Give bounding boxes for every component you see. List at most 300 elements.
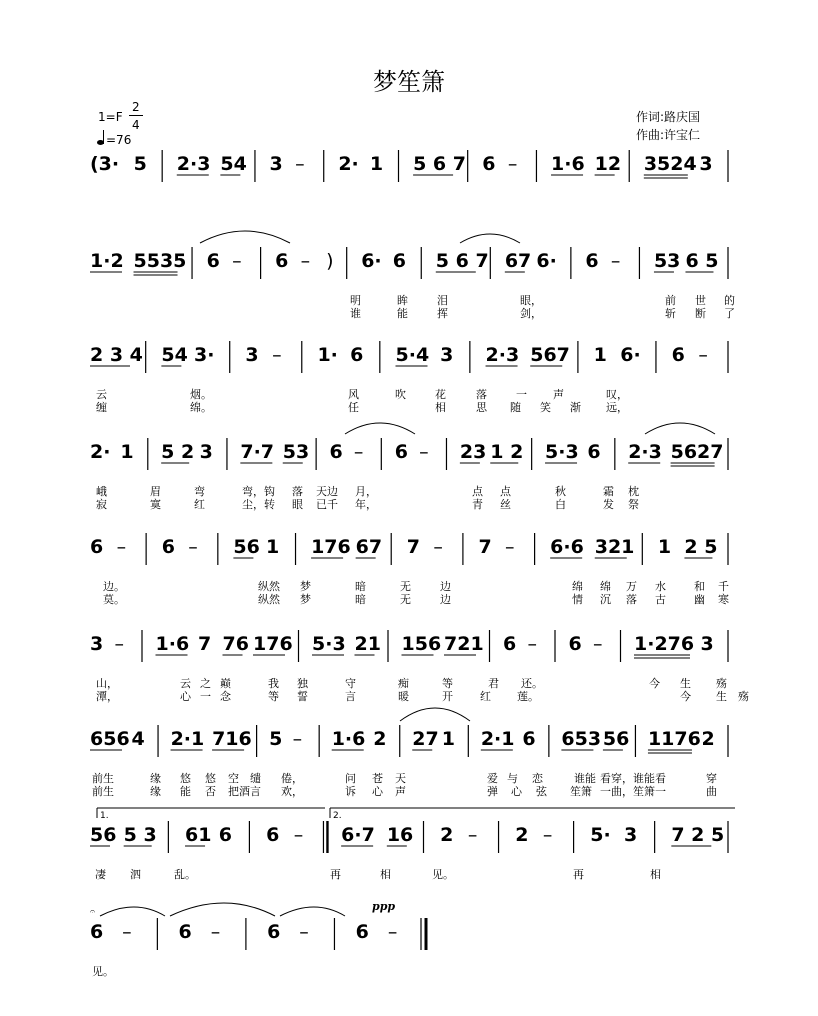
lyric-syllable: 祭 (628, 498, 639, 511)
note-group: 54 (161, 344, 188, 366)
note-group: 6 (503, 633, 517, 655)
lyric-syllable: 誓 (297, 690, 308, 703)
lyric-syllable: 挥 (437, 307, 448, 320)
note-group: 56 (602, 728, 630, 750)
lyric-syllable: 古 (655, 593, 666, 606)
note-group: 2·1 (480, 728, 515, 750)
lyric-syllable: 相 (435, 401, 446, 414)
lyric-syllable: 年， (355, 498, 377, 511)
lyric-syllable: 殇 (716, 677, 727, 690)
lyric-syllable: 巅 (220, 677, 231, 690)
lyric-syllable: 心 (511, 785, 522, 798)
lyric-syllable: 缘 (150, 785, 161, 798)
lyric-syllable: 一 (200, 690, 211, 703)
lyric-syllable: 前生 (92, 772, 114, 785)
dash-extender: – (295, 153, 305, 175)
note-group: 6 (587, 441, 601, 463)
lyric-syllable: 缘 (150, 772, 161, 785)
note-group: 2· (90, 441, 111, 463)
lyric-syllable: 云 (96, 388, 107, 401)
lyric-syllable: 恋 (532, 772, 543, 785)
dash-extender: – (300, 250, 311, 272)
lyric-syllable: 叹， (606, 388, 628, 401)
note-group: 6 (522, 728, 536, 750)
lyric-syllable: 再 (330, 868, 341, 881)
lyric-syllable: 绵 (600, 580, 611, 593)
note-group: 7 (198, 633, 212, 655)
lyric-syllable: 笑 (540, 401, 551, 414)
lyric-syllable: 纵然 (258, 593, 280, 606)
lyric-syllable: 莲。 (517, 690, 539, 703)
dash-extender: – (293, 824, 304, 846)
lyric-syllable: 诉 (345, 785, 356, 798)
note-group: 6 (585, 250, 599, 272)
note-group: 176 (253, 633, 293, 655)
note-group: 6 (568, 633, 582, 655)
note-group: 27 (412, 728, 439, 750)
lyric-syllable: 守 (345, 677, 356, 690)
note-group: 3· (194, 344, 215, 366)
note-group: 716 (212, 728, 252, 750)
lyric-syllable: 缱 (250, 772, 261, 785)
note-group: 1 2 (490, 441, 524, 463)
lyric-syllable: 前生 (92, 785, 114, 798)
note-group: 6· (361, 250, 382, 272)
lyric-syllable: 生 (680, 677, 691, 690)
key-signature: 1=F (98, 110, 123, 124)
note-group: 7 (478, 536, 492, 558)
lyric-syllable: 绵。 (190, 401, 212, 414)
note-group: 656 (90, 728, 130, 750)
song-title: 梦笙箫 (373, 68, 445, 96)
note-group: 3 (199, 441, 213, 463)
lyric-syllable: 远， (606, 401, 628, 414)
note-group: 2·3 (485, 344, 520, 366)
note-group: 4 (131, 728, 145, 750)
dynamic-marking: ppp (372, 900, 396, 913)
lyric-syllable: 相 (650, 868, 661, 881)
note-group: 56 (233, 536, 260, 558)
lyric-syllable: 缠 (96, 401, 107, 414)
note-group: 1 (657, 536, 672, 558)
note-group: 6 (482, 153, 496, 175)
dash-extender: – (593, 633, 603, 655)
note-group: 1·2 (90, 250, 124, 272)
note-group: 6 (90, 536, 104, 558)
lyric-syllable: 暖 (398, 690, 409, 703)
lyric-syllable: 情 (572, 593, 583, 606)
note-group: 6 (161, 536, 175, 558)
lyric-syllable: 山， (96, 677, 118, 690)
lyric-syllable: 万 (626, 580, 637, 593)
note-group: 1·6 (331, 728, 366, 750)
note-group: 1176 (647, 728, 701, 750)
lyric-syllable: 言 (345, 690, 356, 703)
fermata-icon: 𝄐 (90, 907, 96, 917)
slur-arc (345, 423, 415, 434)
note-group: 6·6 (550, 536, 584, 558)
note-group: 3 (269, 153, 283, 175)
note-group: 653 (561, 728, 602, 750)
note-group: 6 (267, 921, 281, 943)
lyric-syllable: 随 (510, 401, 521, 414)
lyric-syllable: 眸 (397, 294, 408, 307)
note-group: 7 (406, 536, 421, 558)
note-group: 321 (594, 536, 635, 558)
slur-arc (200, 231, 290, 243)
note-group: 5·3 (312, 633, 346, 655)
lyric-syllable: 弹 (487, 785, 498, 798)
lyric-syllable: 把酒言 (228, 785, 261, 798)
lyric-syllable: 寒 (718, 593, 729, 606)
note-group: 5·3 (545, 441, 579, 463)
lyric-syllable: 点 (472, 485, 483, 498)
lyric-syllable: 沉 (600, 593, 611, 606)
note-group: 6 (275, 250, 289, 272)
lyric-syllable: 风 (348, 388, 359, 401)
note-group: 1· (317, 344, 338, 366)
note-group: 7 2 5 (671, 824, 725, 846)
lyric-syllable: 梦 (300, 593, 311, 606)
lyric-syllable: 否 (205, 785, 216, 798)
lyric-syllable: 莫。 (103, 593, 125, 606)
lyric-syllable: 能 (180, 785, 191, 798)
lyric-syllable: 悠 (180, 772, 191, 785)
lyric-syllable: 水 (655, 580, 666, 593)
lyric-syllable: 天边 (316, 485, 338, 498)
note-group: 6 (355, 921, 369, 943)
lyric-syllable: 乱。 (174, 868, 196, 881)
note-group: 6 (218, 824, 232, 846)
note-group: 1·6 (551, 153, 585, 175)
lyric-syllable: 一 (516, 388, 527, 401)
note-group: 3 (245, 344, 259, 366)
note-group: 2·3 (628, 441, 662, 463)
lyric-syllable: 欢， (281, 785, 303, 798)
lyric-syllable: 寂 (96, 498, 107, 511)
note-group: 5 3 (123, 824, 157, 846)
composer-credit: 作曲:许宝仁 (636, 128, 701, 142)
lyric-syllable: 谁 (350, 307, 361, 320)
lyric-syllable: 落 (476, 388, 487, 401)
close-paren: ) (326, 250, 334, 272)
note-group: 5535 (133, 250, 187, 272)
lyric-syllable: 思 (476, 401, 487, 414)
lyric-syllable: 绵 (572, 580, 583, 593)
lyric-syllable: 君 (488, 677, 499, 690)
lyric-syllable: 谁能 (574, 772, 596, 785)
dash-extender: – (507, 153, 518, 175)
dash-extender: – (353, 441, 364, 463)
dash-extender: – (188, 536, 198, 558)
note-group: 6 5 (685, 250, 719, 272)
lyric-syllable: 能 (397, 307, 408, 320)
lyric-syllable: 天 (395, 772, 406, 785)
lyric-syllable: 等 (268, 690, 279, 703)
note-group: 2 (440, 824, 454, 846)
dash-extender: – (527, 633, 537, 655)
lyric-syllable: 眼 (292, 498, 303, 511)
note-group: 3 (699, 153, 713, 175)
lyric-syllable: 泪 (437, 294, 448, 307)
note-group: 53 (653, 250, 681, 272)
lyric-syllable: 点 (500, 485, 511, 498)
note-group: 5627 (670, 441, 724, 463)
note-group: 67 (504, 250, 532, 272)
lyric-syllable: 弯 (194, 485, 205, 498)
note-group: 23 (459, 441, 487, 463)
lyric-syllable: 凄 (95, 868, 106, 881)
lyric-syllable: 心 (180, 690, 191, 703)
note-group: 1·276 (634, 633, 695, 655)
lyric-syllable: 任 (348, 401, 359, 414)
lyric-syllable: 烟。 (190, 388, 212, 401)
note-group: 1 (369, 153, 384, 175)
lyric-syllable: 见。 (92, 965, 114, 978)
lyric-syllable: 暗 (355, 593, 366, 606)
lyric-syllable: 一曲，笙箫一 (600, 785, 666, 798)
dash-extender: – (232, 250, 242, 272)
note-group: 176 (311, 536, 351, 558)
lyric-syllable: 红 (480, 690, 491, 703)
lyric-syllable: 问 (345, 772, 356, 785)
lyric-syllable: 发 (603, 498, 614, 511)
lyric-syllable: 眼， (520, 294, 542, 307)
dash-extender: – (114, 633, 124, 655)
note-group: 156 (401, 633, 442, 655)
dash-extender: – (505, 536, 515, 558)
note-group: 2· (338, 153, 359, 175)
lyric-syllable: 看穿，谁能看 (600, 772, 666, 785)
lyric-syllable: 弦 (536, 785, 547, 798)
lyric-syllable: 我 (268, 677, 279, 690)
note-group: 6· (536, 250, 557, 272)
tie-arc (170, 903, 275, 916)
lyric-syllable: 边。 (103, 580, 125, 593)
note-group: 5·4 (395, 344, 430, 366)
dash-extender: – (210, 921, 221, 943)
note-group: 1·6 (155, 633, 190, 655)
note-group: 3524 (643, 153, 697, 175)
lyric-syllable: 相 (380, 868, 391, 881)
note-group: 1 (441, 728, 456, 750)
lyric-syllable: 之 (200, 677, 211, 690)
lyric-syllable: 无 (400, 593, 411, 606)
volta-label-first: 1. (100, 811, 109, 821)
note-group: 5 2 (161, 441, 195, 463)
lyric-syllable: 弯，钩 (242, 485, 275, 498)
note-group: 12 (594, 153, 622, 175)
lyric-syllable: 霜 (603, 485, 614, 498)
note-group: 6· (620, 344, 641, 366)
lyric-syllable: 寞 (150, 498, 161, 511)
note-group: 61 (185, 824, 212, 846)
lyric-syllable: 暗 (355, 580, 366, 593)
lyric-syllable: 无 (400, 580, 411, 593)
note-group: 3 (623, 824, 638, 846)
note-group: 67 (355, 536, 383, 558)
lyric-syllable: 枕 (628, 485, 639, 498)
lyric-syllable: 与 (507, 772, 518, 785)
lyric-syllable: 今 (680, 690, 691, 703)
note-group: 5 (269, 728, 283, 750)
lyric-syllable: 生 (716, 690, 727, 703)
lyric-syllable: 云 (180, 677, 191, 690)
note-group: 567 (530, 344, 570, 366)
lyric-syllable: 念 (220, 690, 231, 703)
lyric-syllable: 见。 (432, 868, 454, 881)
note-group: 2·3 (176, 153, 211, 175)
lyric-syllable: 了 (724, 307, 735, 320)
note-group: 6 (206, 250, 220, 272)
lyric-syllable: 等 (442, 677, 453, 690)
lyric-syllable: 开 (442, 690, 453, 703)
lyric-syllable: 断 (695, 307, 706, 320)
lyric-syllable: 落 (292, 485, 303, 498)
lyric-syllable: 吹 (395, 388, 406, 401)
note-group: 76 (222, 633, 249, 655)
note-group: 5 6 7 (435, 250, 489, 272)
note-group: 721 (444, 633, 484, 655)
dash-extender: – (122, 921, 132, 943)
note-group: 3 (700, 633, 714, 655)
lyric-syllable: 世 (695, 294, 706, 307)
note-group: 6 (671, 344, 685, 366)
lyric-syllable: 穿 (706, 772, 717, 785)
note-group: 6 (266, 824, 280, 846)
dash-extender: – (387, 921, 398, 943)
lyric-syllable: 梦 (300, 580, 311, 593)
lyric-syllable: 痴 (398, 677, 409, 690)
lyric-syllable: 白 (555, 498, 566, 511)
note-group: 56 (90, 824, 117, 846)
note-group: 6 (90, 921, 104, 943)
lyric-syllable: 斩 (665, 307, 676, 320)
lyric-syllable: 声 (553, 388, 564, 401)
dash-extender: – (467, 824, 478, 846)
lyric-syllable: 前 (665, 294, 676, 307)
note-group: 2 (373, 728, 387, 750)
note-group: 53 (282, 441, 310, 463)
note-group: 16 (386, 824, 414, 846)
note-group: 1 (593, 344, 607, 366)
note-group: 2 (701, 728, 715, 750)
dash-extender: – (419, 441, 429, 463)
lyric-syllable: 尘，转 (242, 498, 275, 511)
lyric-syllable: 爱 (487, 772, 498, 785)
lyric-syllable: 秋 (555, 485, 566, 498)
volta-label-second: 2. (333, 811, 342, 821)
note-group: 5 6 7 (413, 153, 466, 175)
lyric-syllable: 苍 (372, 772, 383, 785)
note-group: 7·7 (240, 441, 275, 463)
lyric-syllable: 落 (626, 593, 637, 606)
lyric-syllable: 笙箫 (570, 785, 592, 798)
lyric-syllable: 悠 (205, 772, 216, 785)
lyric-syllable: 千 (718, 580, 729, 593)
note-group: 21 (354, 633, 381, 655)
lyric-syllable: 曲 (706, 785, 717, 798)
note-group: 2·1 (170, 728, 205, 750)
lyric-syllable: 的 (724, 294, 735, 307)
slur-arc (400, 708, 470, 721)
dash-extender: – (272, 344, 282, 366)
slur-arc (460, 234, 520, 243)
note-group: (3· (90, 153, 120, 175)
dash-extender: – (433, 536, 443, 558)
lyricist-credit: 作词:路庆国 (636, 110, 701, 124)
dash-extender: – (299, 921, 309, 943)
note-group: 6·7 (341, 824, 375, 846)
lyric-syllable: 泗 (130, 868, 141, 881)
note-group: 2 5 (684, 536, 718, 558)
note-group: 5 (133, 153, 147, 175)
lyric-syllable: 青 (472, 498, 483, 511)
note-group: 6 (329, 441, 343, 463)
dash-extender: – (292, 728, 303, 750)
lyric-syllable: 倦， (281, 772, 303, 785)
note-group: 6 (350, 344, 364, 366)
tie-arc (280, 907, 345, 916)
time-signature-bottom: 4 (132, 118, 140, 132)
lyric-syllable: 声 (395, 785, 406, 798)
lyric-syllable: 殇 (738, 690, 749, 703)
lyric-syllable: 边 (440, 580, 451, 593)
tempo-marking: =76 (106, 133, 132, 147)
dash-extender: – (542, 824, 553, 846)
note-group: 54 (220, 153, 247, 175)
note-group: 5· (590, 824, 611, 846)
tie-arc (100, 907, 165, 916)
slur-arc (645, 423, 715, 434)
lyric-syllable: 独 (297, 677, 308, 690)
lyric-syllable: 丝 (500, 498, 511, 511)
lyric-syllable: 纵然 (258, 580, 280, 593)
lyric-syllable: 再 (573, 868, 584, 881)
note-group: 1 (120, 441, 134, 463)
note-group: 6 (178, 921, 192, 943)
lyric-syllable: 峨 (96, 485, 107, 498)
lyric-syllable: 还。 (521, 677, 543, 690)
lyric-syllable: 已千 (316, 498, 338, 511)
dash-extender: – (116, 536, 127, 558)
lyric-syllable: 明 (350, 294, 361, 307)
lyric-syllable: 渐 (570, 401, 581, 414)
note-group: 1 (265, 536, 280, 558)
note-group: 6 (392, 250, 406, 272)
lyric-syllable: 剑， (520, 307, 542, 320)
lyric-syllable: 边 (440, 593, 451, 606)
lyric-syllable: 幽 (694, 593, 705, 606)
note-group: 6 (394, 441, 408, 463)
note-group: 3 (440, 344, 454, 366)
lyric-syllable: 眉 (150, 485, 161, 498)
lyric-syllable: 和 (694, 580, 705, 593)
lyric-syllable: 潭， (96, 690, 118, 703)
dash-extender: – (610, 250, 621, 272)
dash-extender: – (698, 344, 708, 366)
lyric-syllable: 花 (435, 388, 446, 401)
note-group: 2 (515, 824, 529, 846)
lyric-syllable: 今 (649, 677, 660, 690)
lyric-syllable: 月， (355, 485, 377, 498)
note-group: 2 3 4 (90, 344, 143, 366)
lyric-syllable: 心 (372, 785, 383, 798)
note-group: 3 (90, 633, 104, 655)
lyric-syllable: 空 (228, 772, 239, 785)
lyric-syllable: 红 (194, 498, 205, 511)
time-signature-top: 2 (132, 100, 140, 114)
